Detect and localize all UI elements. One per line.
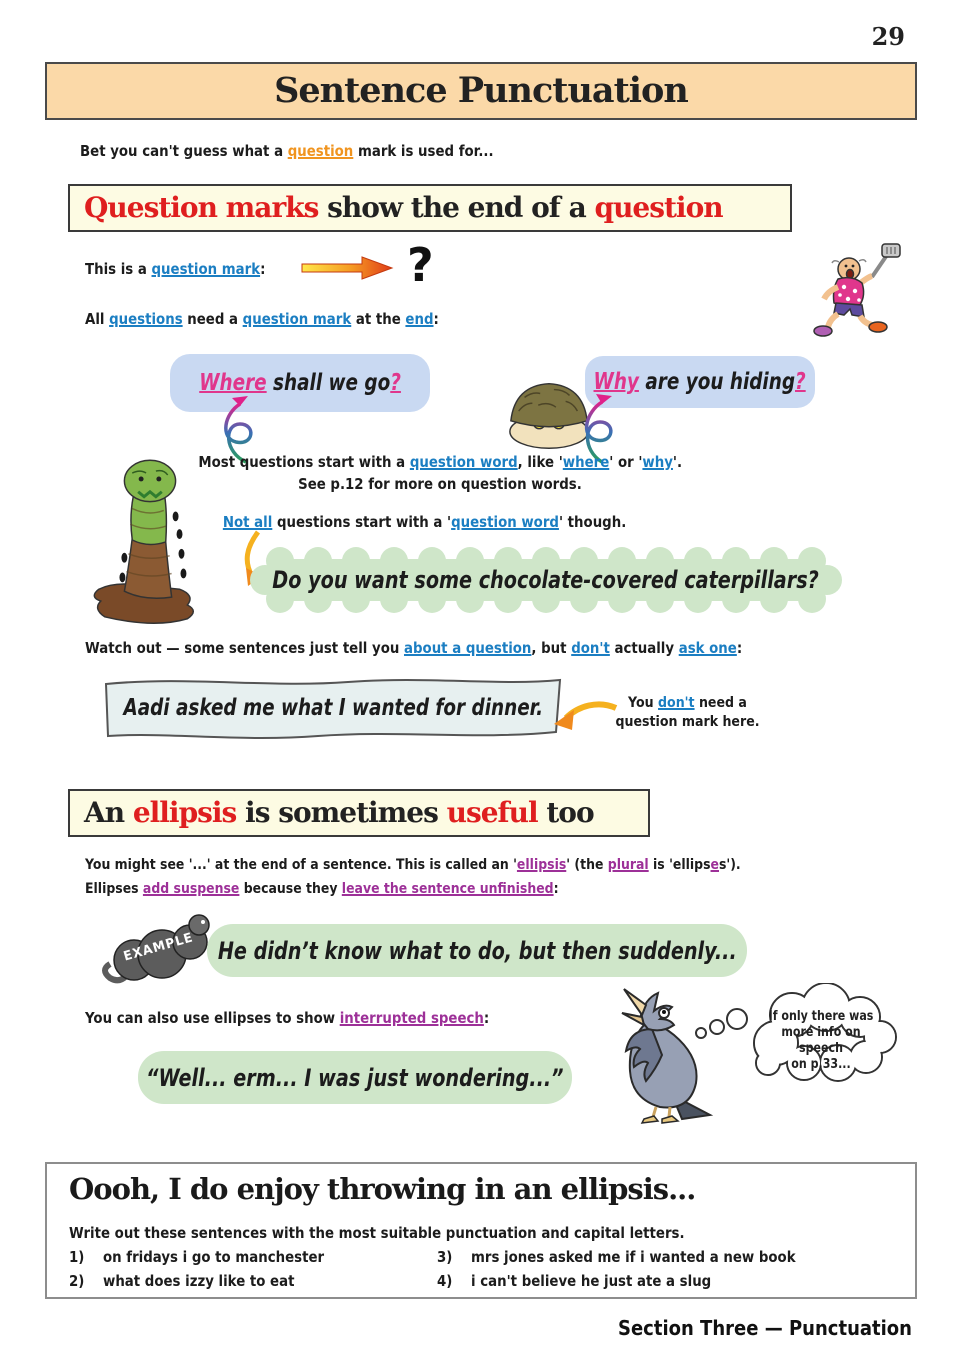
most-questions-line1: Most questions start with a question word, like 'where' or 'why'.	[198, 453, 682, 471]
heading-question: Question marks show the end of a question	[84, 191, 723, 224]
ellipsis-para-1: You might see '...' at the end of a sentence. This is called an 'ellipsis' (the plural is 'ellipses').	[85, 857, 741, 873]
aadi-box	[98, 672, 568, 748]
ellipsis-para-2: Ellipses add suspense because they leave the sentence unfinished:	[85, 881, 559, 897]
suddenly-bubble	[207, 924, 747, 977]
running-man-cartoon	[800, 243, 905, 342]
heading-ellipsis-box	[68, 789, 650, 837]
thought-dots-icon	[693, 1003, 749, 1047]
watch-out-line: Watch out — some sentences just tell you about a question, but don't actually ask one:	[85, 639, 743, 657]
thought-bubble	[742, 983, 900, 1089]
question-mark-glyph: ?	[407, 238, 434, 292]
chocolate-bubble-text: Do you want some chocolate-covered caterpillars?	[272, 566, 820, 594]
exercise-title: Oooh, I do enjoy throwing in an ellipsis...	[69, 1172, 696, 1206]
example-label: EXAMPLE	[121, 930, 196, 965]
heading-ellipsis: An ellipsis is sometimes useful too	[84, 796, 594, 829]
exercise-item: 2) what does izzy like to eat	[69, 1272, 295, 1290]
well-bubble	[138, 1051, 572, 1104]
no-question-mark-note: You don't need a question mark here.	[615, 695, 760, 730]
page-title-box	[45, 62, 917, 120]
example-snake-cartoon	[98, 912, 216, 992]
not-all-line: Not all questions start with a 'question word' though.	[223, 513, 627, 531]
gradient-arrow-icon	[300, 255, 395, 285]
exercise-item: 1) on fridays i go to manchester	[69, 1248, 325, 1266]
page-title: Sentence Punctuation	[274, 70, 688, 111]
thought-bubble-text: If only there was more info on speech on p.33...	[768, 1009, 874, 1072]
all-questions-label: All questions need a question mark at the end:	[85, 310, 439, 328]
exercise-item: 3) mrs jones asked me if i wanted a new book	[437, 1248, 796, 1266]
chocolate-bubble	[250, 546, 842, 614]
suddenly-bubble-text: He didn’t know what to do, but then suddenly...	[217, 936, 737, 965]
speech-bubble-where	[170, 354, 430, 412]
interrupted-line: You can also use ellipses to show interrupted speech:	[85, 1009, 490, 1027]
well-bubble-text: “Well... erm... I was just wondering...”	[146, 1063, 564, 1092]
speech-bubble-where-text: Where shall we go?	[199, 370, 401, 396]
heading-question-box	[68, 184, 792, 232]
exercise-box	[45, 1162, 917, 1299]
page-number: 29	[871, 22, 905, 51]
aadi-sentence: Aadi asked me what I wanted for dinner.	[123, 695, 543, 721]
section-footer: Section Three — Punctuation	[617, 1316, 912, 1340]
this-is-label: This is a question mark:	[85, 260, 266, 278]
exercise-item: 4) i can't believe he just ate a slug	[437, 1272, 712, 1290]
intro-text: Bet you can't guess what a question mark is used for...	[80, 142, 494, 160]
exercise-instruction: Write out these sentences with the most suitable punctuation and capital letters.	[69, 1224, 685, 1242]
most-questions-line2: See p.12 for more on question words.	[298, 475, 582, 493]
speech-bubble-why-text: Why are you hiding?	[593, 369, 807, 395]
